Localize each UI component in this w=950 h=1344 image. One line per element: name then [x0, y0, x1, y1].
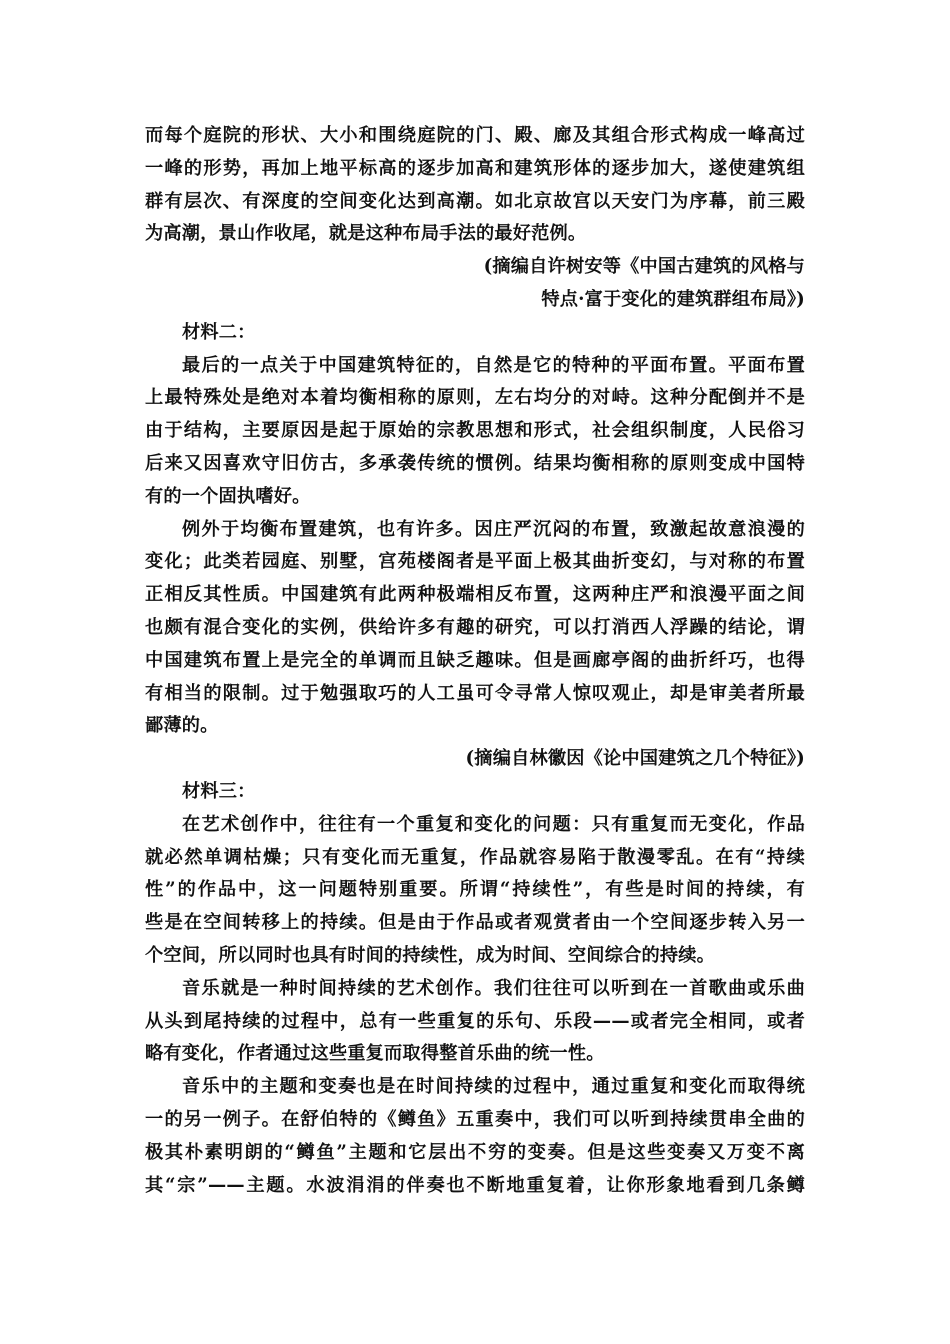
text-line: 有相当的限制。过于勉强取巧的人工虽可令寻常人惊叹观止，却是审美者所最: [145, 682, 805, 704]
text-line: 例外于均衡布置建筑，也有许多。因庄严沉闷的布置，致激起故意浪漫的: [182, 518, 805, 540]
text-line: 音乐中的主题和变奏也是在时间持续的过程中，通过重复和变化而取得统: [182, 1076, 805, 1098]
text-line: 由于结构，主要原因是起于原始的宗教思想和形式，社会组织制度，人民俗习: [145, 420, 805, 442]
text-line: 其“宗”——主题。水波涓涓的伴奏也不断地重复着，让你形象地看到几条鳟: [145, 1174, 805, 1196]
text-line: 就必然单调枯燥；只有变化而无重复，作品就容易陷于散漫零乱。在有“持续: [145, 846, 805, 868]
text-line: 略有变化，作者通过这些重复而取得整首乐曲的统一性。: [145, 1043, 605, 1065]
text-line: 一的另一例子。在舒伯特的《鳟鱼》五重奏中，我们可以听到持续贯串全曲的: [145, 1108, 805, 1130]
text-line: 鄙薄的。: [145, 715, 219, 737]
text-line: 有的一个固执嗜好。: [145, 485, 311, 507]
text-line: 性”的作品中，这一问题特别重要。所谓“持续性”，有些是时间的持续，有: [145, 879, 805, 901]
material-3-paragraph-3: [145, 1071, 805, 1202]
text-line: 而每个庭院的形状、大小和围绕庭院的门、殿、廊及其组合形式构成一峰高过: [145, 125, 805, 146]
citation-line: 特点·富于变化的建筑群组布局》): [541, 288, 805, 310]
document-page: [145, 120, 805, 1202]
material-2-paragraph-2: [145, 514, 805, 744]
intro-paragraph: [145, 120, 805, 251]
text-line: 也颇有混合变化的实例，供给许多有趣的研究，可以打消西人浮躁的结论，谓: [145, 616, 805, 638]
material-3-paragraph-1: [145, 809, 805, 973]
text-line: 音乐就是一种时间持续的艺术创作。我们往往可以听到在一首歌曲或乐曲: [182, 977, 805, 999]
text-line: 从头到尾持续的过程中，总有一些重复的乐句、乐段——或者完全相同，或者: [145, 1010, 805, 1032]
text-line: 群有层次、有深度的空间变化达到高潮。如北京故宫以天安门为序幕，前三殿: [145, 190, 805, 212]
material-2-heading: 材料二：: [182, 321, 256, 343]
text-line: 变化；此类若园庭、别墅，宫苑楼阁者是平面上极其曲折变幻，与对称的布置: [145, 551, 805, 573]
citation-line: (摘编自许树安等《中国古建筑的风格与: [483, 256, 805, 278]
text-line: 个空间，所以同时也具有时间的持续性，成为时间、空间综合的持续。: [145, 944, 716, 966]
source-citation-2: (摘编自林徽因《论中国建筑之几个特征》): [465, 748, 805, 770]
text-line: 在艺术创作中，往往有一个重复和变化的问题：只有重复而无变化，作品: [182, 813, 805, 835]
text-line: 正相反其性质。中国建筑有此两种极端相反布置，这两种庄严和浪漫平面之间: [145, 584, 805, 606]
text-line: 上最特殊处是绝对本着均衡相称的原则，左右均分的对峙。这种分配倒并不是: [145, 387, 805, 409]
material-3-heading: 材料三：: [182, 780, 256, 802]
text-line: 中国建筑布置上是完全的单调而且缺乏趣味。但是画廊亭阁的曲折纤巧，也得: [145, 649, 805, 671]
text-line: 极其朴素明朗的“鳟鱼”主题和它层出不穷的变奏。但是这些变奏又万变不离: [145, 1141, 805, 1163]
text-line: 后来又因喜欢守旧仿古，多承袭传统的惯例。结果均衡相称的原则变成中国特: [145, 452, 805, 474]
text-line: 一峰的形势，再加上地平标高的逐步加高和建筑形体的逐步加大，遂使建筑组: [145, 157, 805, 179]
text-line: 些是在空间转移上的持续。但是由于作品或者观赏者由一个空间逐步转入另一: [145, 912, 805, 934]
text-line: 最后的一点关于中国建筑特征的，自然是它的特种的平面布置。平面布置: [182, 354, 805, 376]
text-line: 为高潮，景山作收尾，就是这种布局手法的最好范例。: [145, 223, 587, 245]
material-2-paragraph-1: [145, 350, 805, 514]
source-citation-1: [145, 251, 805, 317]
material-3-paragraph-2: [145, 973, 805, 1071]
